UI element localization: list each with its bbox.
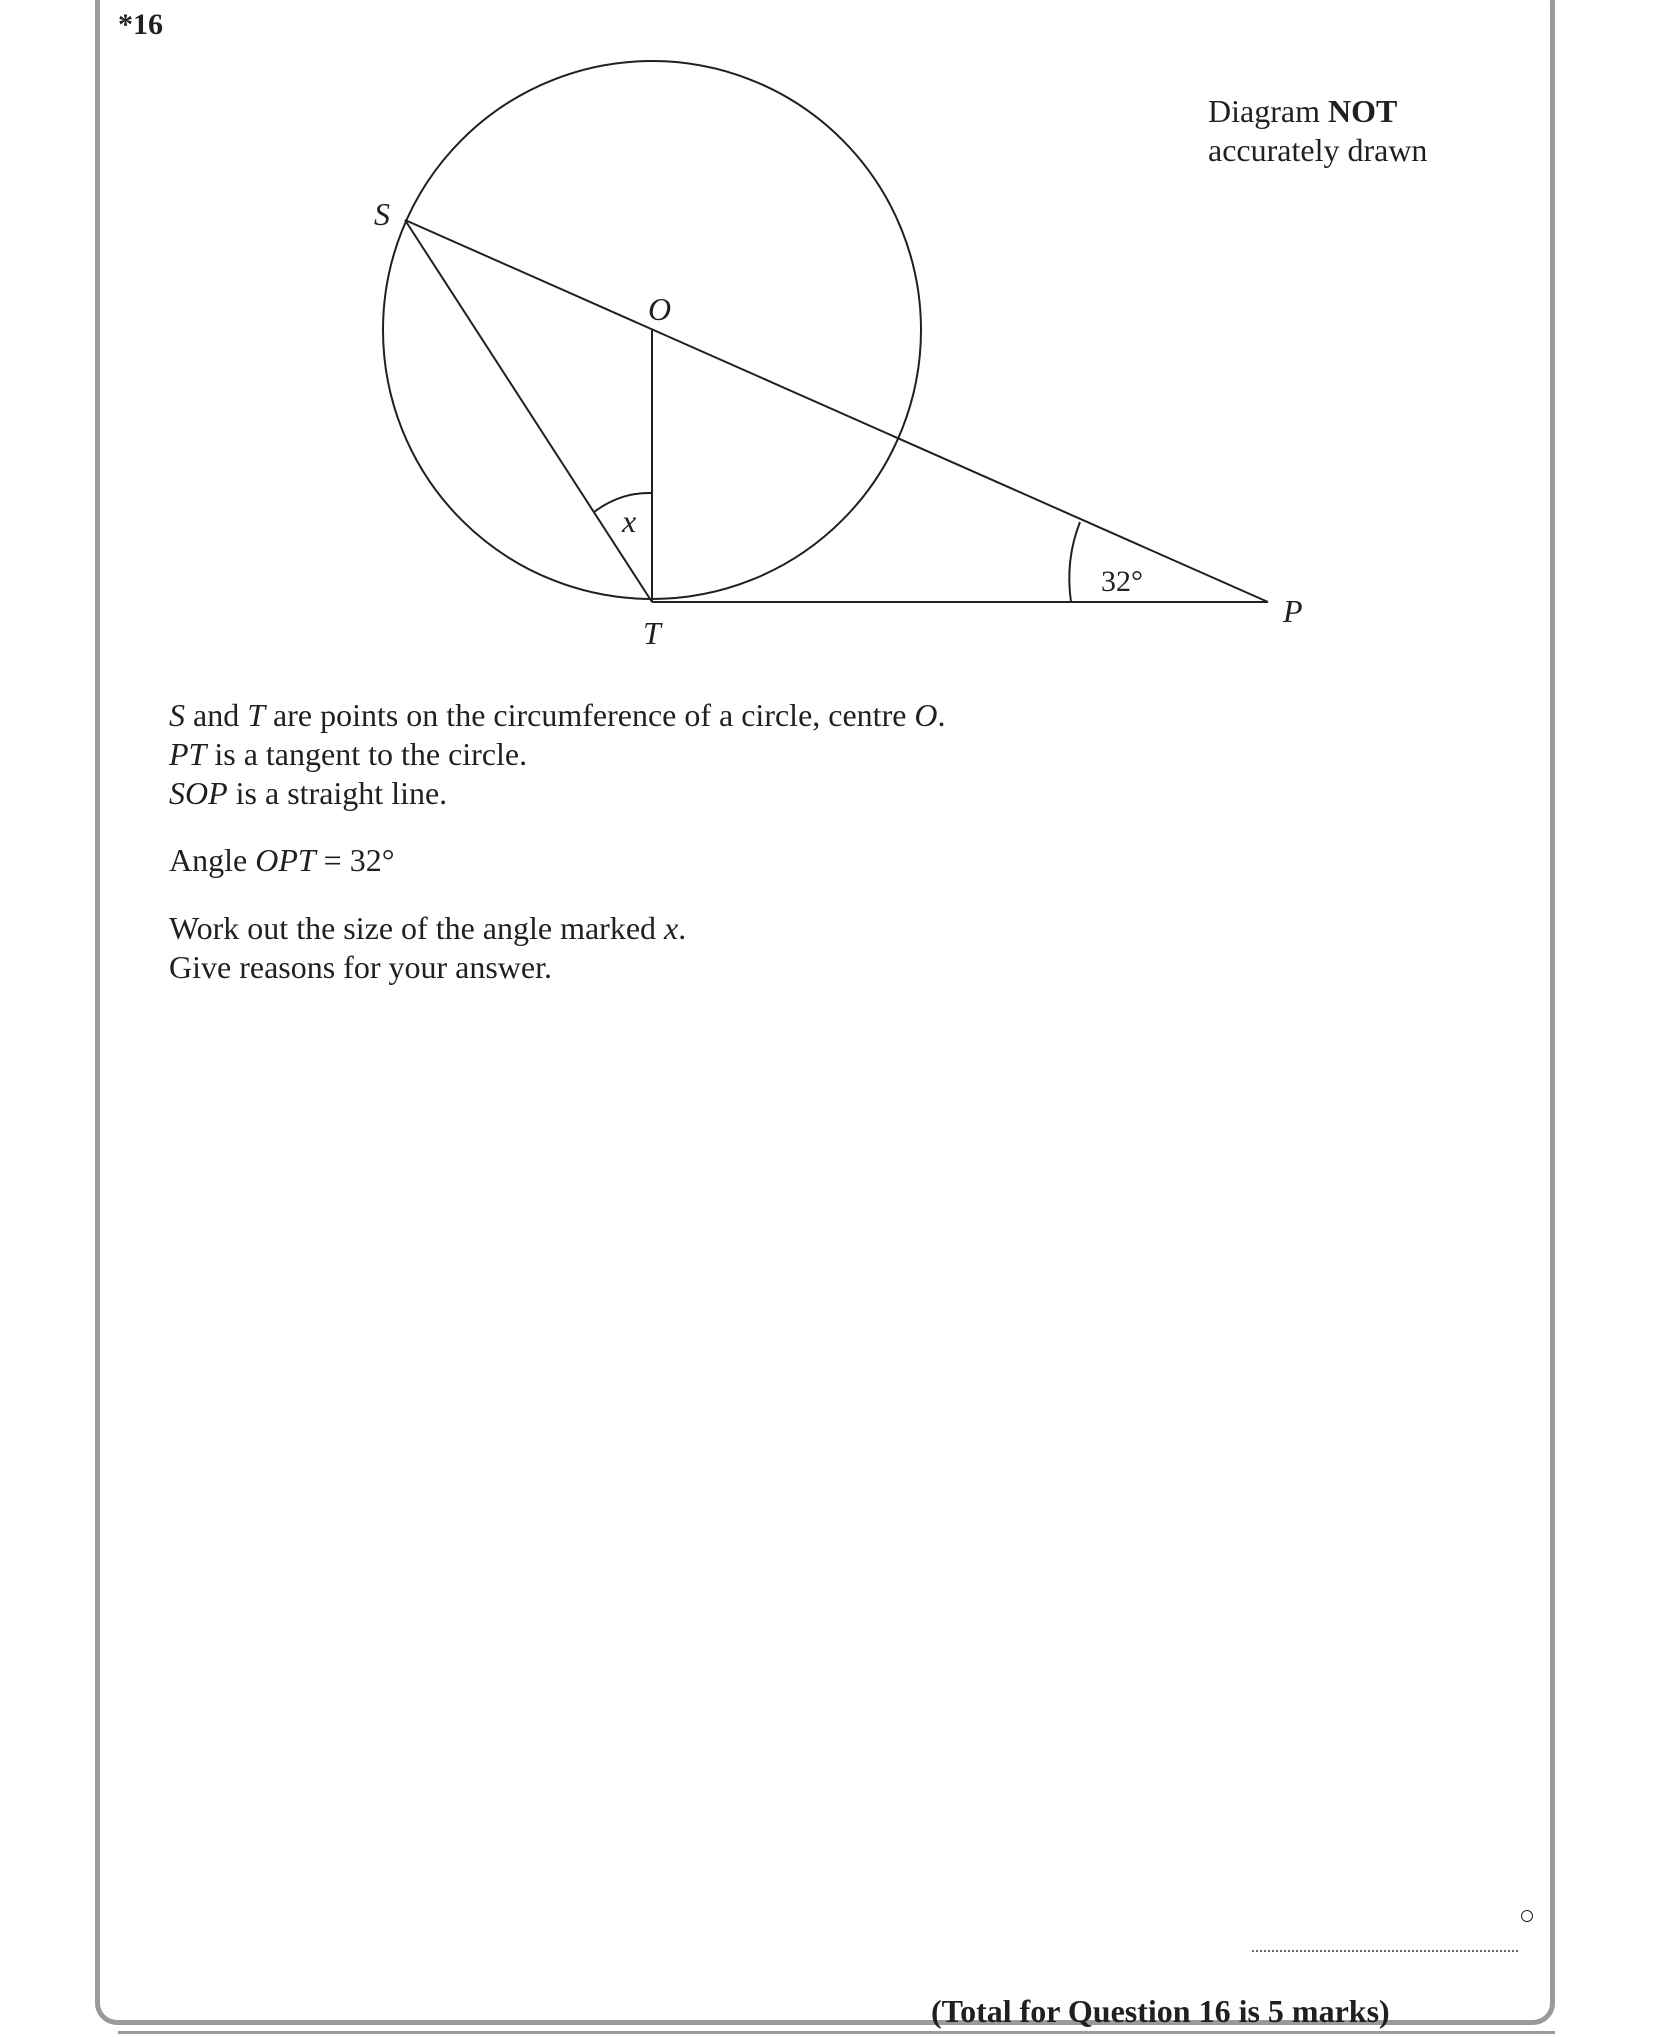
text-rest-3: is a straight line. — [227, 775, 448, 811]
answer-circle-icon — [1521, 1910, 1533, 1922]
text-and: and — [185, 697, 248, 733]
task-line-2: Give reasons for your answer. — [169, 949, 552, 985]
label-s: S — [374, 196, 390, 232]
diagram-note-bold: NOT — [1327, 93, 1398, 129]
label-x: x — [622, 503, 637, 539]
text-rest-2: is a tangent to the circle. — [206, 736, 528, 772]
line-sop — [405, 220, 1268, 602]
total-marks: (Total for Question 16 is 5 marks) — [931, 1993, 1390, 2029]
statement-line-1 — [169, 696, 946, 735]
text-angle-prefix: Angle — [169, 842, 256, 878]
text-angle-value: = 32° — [315, 842, 395, 878]
angle-32-arc — [1069, 522, 1080, 602]
text-task-prefix: Work out the size of the angle marked — [169, 910, 665, 946]
statement-line-2 — [169, 735, 946, 774]
label-o: O — [648, 291, 672, 327]
var-pt: PT — [169, 736, 207, 772]
text-rest-1: are points on the circumference of a circle, centre — [265, 697, 915, 733]
question-statements — [169, 696, 946, 813]
label-t: T — [643, 615, 661, 651]
task-line-1 — [169, 909, 686, 948]
question-number: *16 — [118, 8, 163, 41]
diagram-note-line2: accurately drawn — [1208, 132, 1428, 168]
circle-diagram — [0, 0, 1653, 680]
bottom-rule — [118, 2031, 1555, 2034]
answer-line[interactable] — [1252, 1950, 1518, 1952]
label-angle-32: 32° — [1101, 565, 1143, 598]
var-x: x — [664, 910, 679, 946]
var-o: O — [914, 697, 938, 733]
text-end-1: . — [937, 697, 946, 733]
var-sop: SOP — [169, 775, 228, 811]
statement-line-3 — [169, 774, 946, 813]
var-opt: OPT — [255, 842, 316, 878]
line-st — [405, 220, 652, 602]
label-p: P — [1283, 593, 1303, 629]
diagram-note-text: Diagram — [1208, 93, 1320, 129]
task-instructions — [169, 909, 686, 987]
given-angle — [169, 841, 395, 880]
text-task-end: . — [678, 910, 687, 946]
var-t: T — [247, 697, 265, 733]
var-s: S — [169, 697, 185, 733]
